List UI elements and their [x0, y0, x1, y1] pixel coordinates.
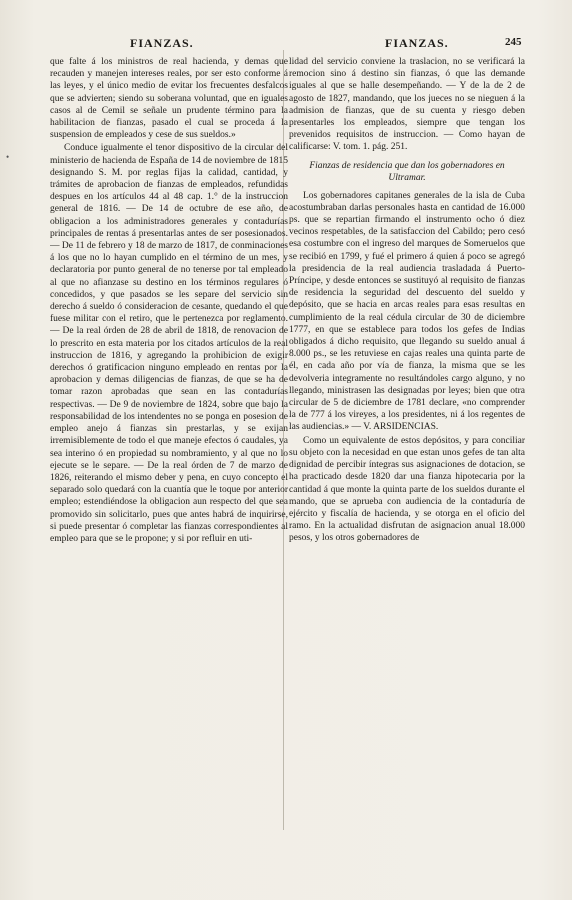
right-text-column	[289, 56, 525, 546]
section-subheading: Fianzas de residencia que dan los gobernadores en Ultramar.	[309, 160, 505, 183]
right-paragraph-3: Como un equivalente de estos depósitos, y para conciliar su objeto con la necesidad en que estan unos gefes de tan alta dignidad de percibir íntegras sus asignaciones de dotacion, se ha practicado desde 1820 dar una fianza hipotecaria por la cantidad á que monte la quinta parte de los sueldos durante el mando, que se aprueba con audiencia de la contaduría de ejército y fiscalía de hacienda, y se otorga en el oficio del ramo. En la actualidad disfrutan de asignacion anual 18.000 pesos, y los otros gobernadores de	[289, 435, 525, 544]
left-running-header: FIANZAS.	[130, 36, 194, 50]
page-number: 245	[505, 36, 522, 48]
right-paragraph-1: lidad del servicio conviene la traslacion, no se verificará la remocion sino á destino sin fianzas, ó que las demande iguales al que se halle desempeñando. — Y de la de 2 de agosto de 1827, mandando, que los jueces no se nieguen á la admision de fianzas, que de su cuenta y riesgo deben presentarles los empleados, siempre que tengan los prevenidos requisitos de instruccion. — Como hayan de calificarse: V. tom. 1. pág. 251.	[289, 57, 525, 153]
right-paragraph-2: Los gobernadores capitanes generales de la isla de Cuba acostumbraban darlas personales hasta en cantidad de 16.000 ps. que se repartian firmando el instrumento ocho ó diez vecinos respetables, de la satisfaccion del Cabildo; pero cesó esa costumbre con el ingreso del marques de Someruelos que se recibió en 1799, y fué el primero á quien á poco se agregó la presidencia de la real audiencia trasladada á Puerto-Príncipe, y desde entonces se sustituyó al requisito de fianzas de residencia la seguridad del descuento del sueldo y depósito, que se hacia en arcas reales para esas resultas en cumplimiento de la real cédula circular de 30 de diciembre 1777, en que se establece para todos los gefes de Indias obligados á dicho requisito, que llegando su sueldo anual á 8.000 ps., se les retuviese en cajas reales una quinta parte de él, en cada año por vía de fianza, la misma que se les devolveria integramente no resultándoles cargo alguno, y no llegando, ministrasen las designadas por leyes; bien que otra circular de 5 de diciembre de 1781 declare, «no comprender la de 777 á los vireyes, a los presidentes, ni á los regentes de las audiencias.» — V. ARSIDENCIAS.	[289, 190, 525, 433]
left-text-column	[50, 56, 288, 546]
left-paragraph-1: que falte á los ministros de real hacienda, y demas que recauden y manejen intereses reales, por ser esto conforme á las leyes, y el único medio de evitar los frecuentes desfalcos que se advierten; siendo su soberana voluntad, que en iguales casos al de Cemil se señale un prudente término para la habilitacion de fianzas, pasado el cual se proceda á la suspension de empleados y cese de sus sueldos.»	[50, 57, 288, 141]
left-paragraph-2: Conduce igualmente el tenor dispositivo de la circular del ministerio de hacienda de España de 14 de noviembre de 1815 designando S. M. por reglas fijas la calidad, cantidad, y trámites de aprobacion de fianzas de empleados, refundidas despues en los artículos 44 al 48 cap. 1.° de la instruccion general de 1816. — De 14 de octubre de ese año, de obligacion a los administradores generales y contadurías principales de rentas á presentarlas antes de ser posesionados. — De 11 de febrero y 18 de marzo de 1817, de conminaciones á los que no lo hayan cumplido en el término de un mes, y declaratoria por punto general de no tenerse por tal empleado al que no afianzase su destino en los términos regulares ó concedidos, y que pasados se les separe del servicio sin derecho á sueldo ó consideracion de cesante, quedando el que fuese militar con el retiro, que le pertenezca por reglamento. — De la real órden de 28 de abril de 1818, de renovacion de lo prescrito en esta materia por los citados artículos de la real instruccion de 1816, y agregando la prohibicion de exigir derechos ó gratificacion ninguno empleado en rentas por la aprobacion y demas diligencias de fianzas, de que se ha de tomar razon aprobadas que sean en las contadurías respectivas. — De 9 de noviembre de 1824, sobre que bajo la responsabilidad de los intendentes no se ponga en posesion de empleo anejo á fianzas sin prestarlas, y se exijan irremisiblemente de todo el que maneje efectos ó caudales, ya sea interino ó en propiedad su nombramiento, y al que no lo ejecute se le separe. — De la real órden de 7 de marzo de 1826, reiterando el mismo deber y pena, en cuyo concepto el separado solo quedará con la cuantía que le toque por anterior empleo; estendiéndose la obligacion aun respecto del que sea promovido sin solicitarlo, pues que antes habrá de inquirirse, si puede presentar ó completar las fianzas correspondientes al empleo para que se le propone; y si por refluir en uti-	[50, 143, 288, 544]
margin-bullet-mark: •	[6, 152, 10, 162]
right-running-header: FIANZAS.	[385, 36, 449, 50]
